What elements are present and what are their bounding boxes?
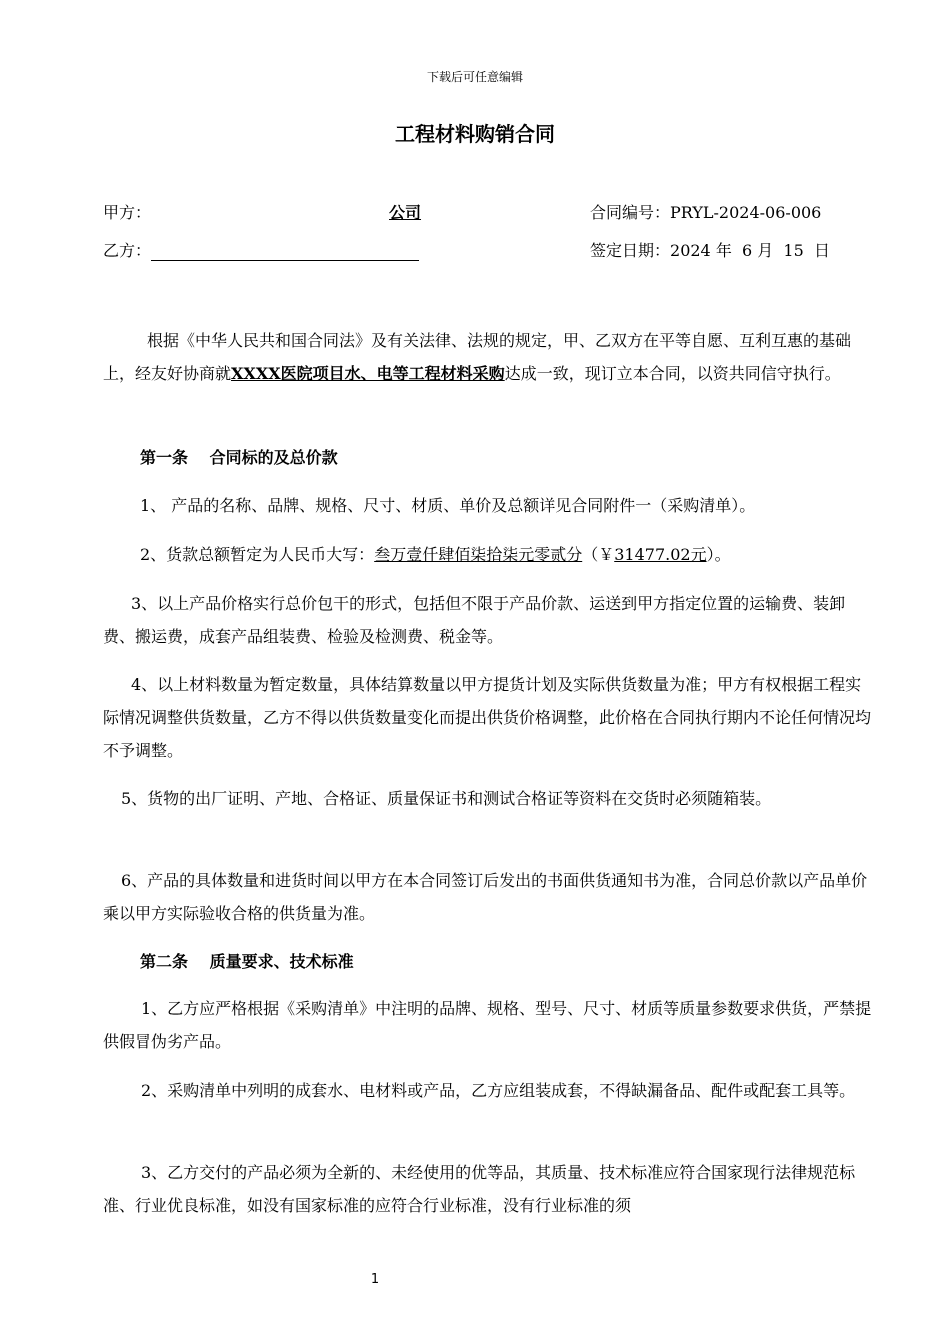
sign-date-label: 签定日期： [590,241,671,260]
sign-date-value: 2024 年 6 月 15 日 [670,241,830,260]
item2-amount-num: 31477.02元 [614,545,707,564]
item2-mid: （￥ [582,545,615,564]
contract-no [590,200,821,223]
contract-no-label: 合同编号： [590,203,671,222]
section2-item2: 2、采购清单中列明的成套水、电材料或产品，乙方应组装成套，不得缺漏备品、配件或配套工具等。 [141,1081,856,1100]
item2-after: ）。 [706,545,731,564]
party-b-blank-line [151,242,419,261]
section1-item3: 3、以上产品价格实行总价包干的形式，包括但不限于产品价款、运送到甲方指定位置的运输费、装卸费、搬运费，成套产品组装费、检验及检测费、税金等。 [103,594,846,646]
party-a-label: 甲方： [103,203,152,222]
intro-before: 根据《中华人民共和国合同法》及有关法律、法规的规定，甲、乙双方在平等自愿、互利互惠的基础上，经友好协商就 [103,331,852,383]
item2-amount-cn: 叁万壹仟肆佰柒拾柒元零贰分 [374,545,583,564]
item2-before: 2、货款总额暂定为人民币大写： [140,545,375,564]
section1-item1: 1、 产品的名称、品牌、规格、尺寸、材质、单价及总额详见合同附件一（采购清单）。 [140,496,756,515]
section1-item5: 5、货物的出厂证明、产地、合格证、质量保证书和测试合格证等资料在交货时必须随箱装。 [121,789,772,808]
intro-after: 达成一致，现订立本合同，以资共同信守执行。 [504,364,841,383]
section1-item2 [140,538,910,571]
contract-title: 工程材料购销合同 [395,122,555,146]
section2-item3: 3、乙方交付的产品必须为全新的、未经使用的优等品，其质量、技术标准应符合国家现行法律规范标准、行业优良标准，如没有国家标准的应符合行业标准，没有行业标准的须 [103,1163,856,1215]
section2-heading: 第二条 质量要求、技术标准 [140,952,354,971]
party-b-label: 乙方： [103,241,152,260]
section1-item6: 6、产品的具体数量和进货时间以甲方在本合同签订后发出的书面供货通知书为准，合同总价款以产品单价乘以甲方实际验收合格的供货量为准。 [103,871,868,923]
intro-project: XXXX医院项目水、电等工程材料采购 [231,364,505,383]
party-a-value: 公司 [389,203,422,222]
section1-item4: 4、以上材料数量为暂定数量，具体结算数量以甲方提货计划及实际供货数量为准；甲方有权根据工程实际情况调整供货数量，乙方不得以供货数量变化而提出供货价格调整，此价格在合同执行期内不论任何情况均不予调整。 [103,675,872,760]
contract-no-value: PRYL-2024-06-006 [670,203,822,222]
section2-item1: 1、乙方应严格根据《采购清单》中注明的品牌、规格、型号、尺寸、材质等质量参数要求供货，严禁提供假冒伪劣产品。 [103,999,872,1051]
section1-heading: 第一条 合同标的及总价款 [140,448,338,467]
page-number: 1 [370,1272,380,1287]
sign-date [590,238,830,261]
party-b [103,238,419,261]
intro-paragraph [103,324,873,390]
header-note: 下载后可任意编辑 [426,70,523,84]
